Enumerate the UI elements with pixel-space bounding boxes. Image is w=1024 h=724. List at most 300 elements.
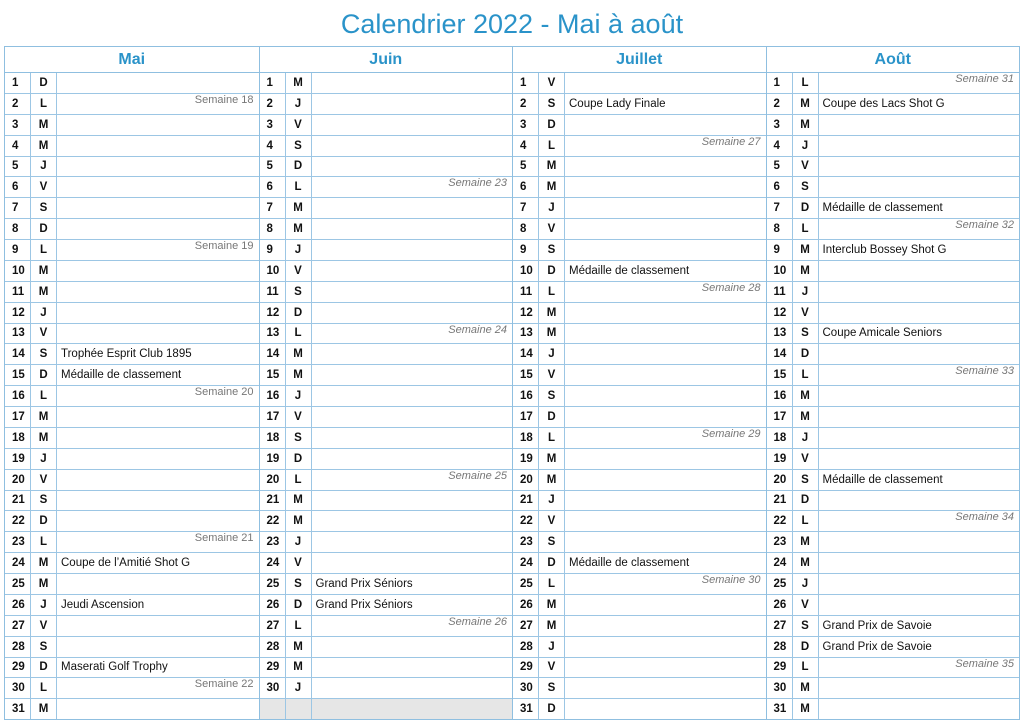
event-cell	[565, 261, 766, 281]
day-row	[513, 574, 766, 595]
event-cell	[819, 240, 1020, 260]
event-cell	[312, 94, 513, 114]
event-cell	[57, 491, 259, 511]
day-row	[260, 94, 513, 115]
event-cell	[565, 386, 766, 406]
day-number: 4	[513, 136, 539, 156]
event-cell	[819, 94, 1020, 114]
day-number: 23	[767, 532, 793, 552]
day-number: 3	[513, 115, 539, 135]
event-text: Médaille de classement	[822, 473, 943, 486]
day-row	[513, 699, 766, 719]
event-cell	[312, 240, 513, 260]
weekday-letter: M	[31, 407, 57, 427]
event-cell	[565, 511, 766, 531]
day-number: 13	[5, 324, 31, 344]
weekday-letter: D	[793, 491, 819, 511]
event-cell	[57, 616, 259, 636]
day-number: 29	[513, 658, 539, 678]
weekday-letter: S	[31, 491, 57, 511]
day-row	[260, 637, 513, 658]
event-cell	[312, 637, 513, 657]
event-cell	[565, 303, 766, 323]
day-number: 30	[513, 678, 539, 698]
day-row	[767, 324, 1020, 345]
weekday-letter: S	[793, 470, 819, 490]
event-cell	[565, 136, 766, 156]
event-cell	[819, 407, 1020, 427]
weekday-letter: D	[31, 511, 57, 531]
week-label: Semaine 24	[448, 323, 507, 336]
day-row	[767, 94, 1020, 115]
event-cell	[565, 282, 766, 302]
day-row	[513, 407, 766, 428]
day-row	[513, 470, 766, 491]
day-number: 17	[767, 407, 793, 427]
weekday-letter: S	[31, 344, 57, 364]
weekday-letter: M	[286, 344, 312, 364]
month-column	[259, 47, 513, 719]
week-label: Semaine 21	[194, 532, 254, 545]
event-cell	[312, 428, 513, 448]
day-number: 11	[260, 282, 286, 302]
month-column	[766, 47, 1020, 719]
day-row	[260, 699, 513, 719]
event-cell	[312, 678, 513, 698]
event-text: Jeudi Ascension	[61, 598, 145, 611]
day-number: 31	[513, 699, 539, 719]
day-row	[260, 428, 513, 449]
day-number: 3	[767, 115, 793, 135]
day-row	[260, 324, 513, 345]
day-row	[513, 324, 766, 345]
event-cell	[57, 553, 259, 573]
event-cell	[565, 157, 766, 177]
day-number: 12	[767, 303, 793, 323]
day-row	[260, 574, 513, 595]
day-number: 21	[260, 491, 286, 511]
day-row	[260, 511, 513, 532]
day-number: 14	[260, 344, 286, 364]
event-cell	[312, 177, 513, 197]
event-cell	[819, 115, 1020, 135]
event-cell	[819, 198, 1020, 218]
day-number: 27	[513, 616, 539, 636]
weekday-letter: M	[539, 303, 565, 323]
day-number: 19	[260, 449, 286, 469]
day-row	[513, 219, 766, 240]
day-row	[5, 303, 259, 324]
day-number: 7	[767, 198, 793, 218]
day-number: 9	[5, 240, 31, 260]
weekday-letter: M	[539, 449, 565, 469]
event-cell	[819, 532, 1020, 552]
weekday-letter: J	[539, 344, 565, 364]
event-cell	[819, 637, 1020, 657]
day-row	[767, 532, 1020, 553]
weekday-letter: M	[793, 699, 819, 719]
event-cell	[565, 324, 766, 344]
event-cell	[819, 658, 1020, 678]
day-number: 8	[767, 219, 793, 239]
weekday-letter: D	[286, 449, 312, 469]
event-cell	[57, 365, 259, 385]
day-number: 29	[5, 658, 31, 678]
day-row	[513, 94, 766, 115]
day-number: 19	[5, 449, 31, 469]
day-number: 11	[767, 282, 793, 302]
event-cell	[57, 94, 259, 114]
day-row	[767, 470, 1020, 491]
weekday-letter: J	[793, 282, 819, 302]
event-cell	[819, 324, 1020, 344]
weekday-letter: V	[31, 324, 57, 344]
event-text: Médaille de classement	[61, 369, 182, 382]
day-number: 3	[260, 115, 286, 135]
weekday-letter: D	[31, 219, 57, 239]
day-number: 9	[513, 240, 539, 260]
weekday-letter: D	[539, 407, 565, 427]
event-text: Grand Prix Séniors	[315, 577, 413, 590]
week-label: Semaine 20	[194, 386, 254, 399]
event-text: Médaille de classement	[569, 264, 690, 277]
event-cell	[57, 344, 259, 364]
event-cell	[565, 344, 766, 364]
day-row	[767, 574, 1020, 595]
day-number: 24	[260, 553, 286, 573]
weekday-letter: S	[539, 94, 565, 114]
month-header: Août	[767, 47, 1020, 73]
event-text: Coupe de l’Amitié Shot G	[61, 557, 191, 570]
weekday-letter: V	[793, 157, 819, 177]
day-row	[767, 553, 1020, 574]
weekday-letter: V	[31, 177, 57, 197]
day-number: 1	[5, 73, 31, 93]
day-list	[5, 73, 259, 719]
event-cell	[312, 407, 513, 427]
day-row	[767, 282, 1020, 303]
day-number: 31	[5, 699, 31, 719]
weekday-letter: M	[31, 115, 57, 135]
weekday-letter: D	[31, 73, 57, 93]
day-row	[5, 261, 259, 282]
weekday-letter: M	[286, 511, 312, 531]
weekday-letter: M	[793, 261, 819, 281]
day-row	[5, 428, 259, 449]
event-cell	[312, 324, 513, 344]
day-list	[767, 73, 1020, 719]
day-row	[260, 115, 513, 136]
weekday-letter: L	[286, 616, 312, 636]
day-row	[767, 407, 1020, 428]
weekday-letter: M	[31, 282, 57, 302]
day-number: 9	[767, 240, 793, 260]
day-number: 20	[767, 470, 793, 490]
weekday-letter: L	[31, 94, 57, 114]
weekday-letter: J	[31, 449, 57, 469]
event-cell	[312, 491, 513, 511]
event-cell	[312, 282, 513, 302]
weekday-letter: J	[539, 198, 565, 218]
weekday-letter: S	[286, 282, 312, 302]
day-row	[5, 386, 259, 407]
day-row	[767, 428, 1020, 449]
event-cell	[57, 407, 259, 427]
event-cell	[312, 219, 513, 239]
day-row	[260, 449, 513, 470]
day-row	[260, 595, 513, 616]
weekday-letter: M	[31, 428, 57, 448]
day-number: 12	[5, 303, 31, 323]
day-number: 5	[767, 157, 793, 177]
day-number: 20	[260, 470, 286, 490]
weekday-letter: J	[286, 532, 312, 552]
day-number: 6	[513, 177, 539, 197]
week-label: Semaine 35	[955, 657, 1014, 670]
day-number: 29	[767, 658, 793, 678]
day-number: 2	[767, 94, 793, 114]
event-cell	[819, 261, 1020, 281]
day-number: 6	[260, 177, 286, 197]
day-list	[260, 73, 513, 719]
day-row	[767, 595, 1020, 616]
weekday-letter: M	[286, 365, 312, 385]
weekday-letter: L	[793, 365, 819, 385]
weekday-letter: S	[793, 324, 819, 344]
day-row	[5, 282, 259, 303]
day-number: 25	[260, 574, 286, 594]
week-label: Semaine 33	[955, 365, 1014, 378]
day-row	[5, 94, 259, 115]
day-list	[513, 73, 766, 719]
day-row	[5, 177, 259, 198]
day-number: 7	[513, 198, 539, 218]
week-label: Semaine 23	[448, 177, 507, 190]
page-title: Calendrier 2022 - Mai à août	[340, 9, 684, 39]
day-number: 2	[5, 94, 31, 114]
weekday-letter: J	[31, 303, 57, 323]
event-text: Coupe des Lacs Shot G	[822, 97, 945, 110]
event-cell	[819, 428, 1020, 448]
weekday-letter: M	[31, 553, 57, 573]
day-row	[260, 616, 513, 637]
event-cell	[57, 511, 259, 531]
day-row	[5, 470, 259, 491]
weekday-letter: D	[286, 595, 312, 615]
weekday-letter: J	[539, 491, 565, 511]
week-label: Semaine 18	[194, 93, 254, 106]
day-number: 23	[260, 532, 286, 552]
day-number: 24	[5, 553, 31, 573]
event-cell	[819, 136, 1020, 156]
week-label: Semaine 31	[955, 73, 1014, 85]
event-cell	[57, 699, 259, 719]
month-header: Mai	[5, 47, 259, 73]
event-cell	[312, 261, 513, 281]
day-number: 21	[5, 491, 31, 511]
day-number: 13	[513, 324, 539, 344]
weekday-letter: M	[286, 198, 312, 218]
weekday-letter: S	[793, 616, 819, 636]
day-row	[260, 240, 513, 261]
event-cell	[565, 219, 766, 239]
day-row	[260, 303, 513, 324]
weekday-letter: M	[31, 574, 57, 594]
day-number: 16	[5, 386, 31, 406]
day-row	[5, 240, 259, 261]
day-row	[5, 637, 259, 658]
event-cell	[312, 303, 513, 323]
day-row	[5, 344, 259, 365]
day-row	[260, 177, 513, 198]
day-row	[767, 240, 1020, 261]
day-number: 25	[513, 574, 539, 594]
weekday-letter: L	[31, 386, 57, 406]
day-number: 26	[513, 595, 539, 615]
event-cell	[565, 94, 766, 114]
day-row	[260, 470, 513, 491]
day-row	[5, 658, 259, 679]
weekday-letter: L	[793, 658, 819, 678]
day-number: 28	[513, 637, 539, 657]
weekday-letter: L	[286, 177, 312, 197]
event-cell	[819, 491, 1020, 511]
event-cell	[57, 678, 259, 698]
event-text: Médaille de classement	[569, 557, 690, 570]
day-row	[513, 198, 766, 219]
day-row	[5, 219, 259, 240]
day-number: 27	[5, 616, 31, 636]
day-number: 18	[5, 428, 31, 448]
event-cell	[565, 407, 766, 427]
day-row	[513, 595, 766, 616]
event-cell	[57, 261, 259, 281]
day-row	[767, 616, 1020, 637]
weekday-letter: L	[793, 511, 819, 531]
day-row	[767, 386, 1020, 407]
day-row	[5, 136, 259, 157]
day-number: 17	[5, 407, 31, 427]
event-cell	[312, 699, 513, 719]
day-row	[767, 198, 1020, 219]
event-cell	[57, 532, 259, 552]
day-row	[5, 449, 259, 470]
weekday-letter: V	[539, 365, 565, 385]
event-cell	[57, 73, 259, 93]
weekday-letter: V	[286, 115, 312, 135]
weekday-letter: M	[539, 177, 565, 197]
event-cell	[819, 449, 1020, 469]
weekday-letter: S	[31, 198, 57, 218]
day-number: 22	[767, 511, 793, 531]
day-row	[767, 261, 1020, 282]
event-cell	[312, 365, 513, 385]
day-number: 27	[260, 616, 286, 636]
day-number: 4	[5, 136, 31, 156]
event-cell	[57, 115, 259, 135]
day-row	[767, 678, 1020, 699]
weekday-letter: M	[31, 261, 57, 281]
day-number: 20	[5, 470, 31, 490]
day-row	[5, 699, 259, 719]
day-number: 4	[260, 136, 286, 156]
day-row	[513, 511, 766, 532]
event-cell	[57, 157, 259, 177]
event-cell	[819, 177, 1020, 197]
event-cell	[312, 73, 513, 93]
event-cell	[565, 616, 766, 636]
event-cell	[565, 574, 766, 594]
day-row	[767, 699, 1020, 719]
day-row	[260, 491, 513, 512]
weekday-letter: V	[31, 470, 57, 490]
day-number: 18	[767, 428, 793, 448]
day-number: 14	[767, 344, 793, 364]
event-cell	[312, 470, 513, 490]
weekday-letter: D	[793, 637, 819, 657]
event-cell	[565, 658, 766, 678]
event-cell	[565, 115, 766, 135]
event-cell	[57, 240, 259, 260]
weekday-letter: M	[793, 532, 819, 552]
weekday-letter: J	[539, 637, 565, 657]
week-label: Semaine 25	[448, 469, 507, 482]
day-row	[513, 177, 766, 198]
day-number: 29	[260, 658, 286, 678]
day-number: 25	[5, 574, 31, 594]
day-row	[767, 491, 1020, 512]
day-number: 1	[513, 73, 539, 93]
weekday-letter: L	[539, 428, 565, 448]
day-row	[5, 616, 259, 637]
week-label: Semaine 29	[701, 427, 761, 440]
weekday-letter: M	[286, 73, 312, 93]
day-number: 26	[5, 595, 31, 615]
weekday-letter: M	[286, 637, 312, 657]
day-number: 25	[767, 574, 793, 594]
day-row	[260, 365, 513, 386]
day-number: 23	[5, 532, 31, 552]
day-row	[260, 386, 513, 407]
event-cell	[312, 136, 513, 156]
day-row	[5, 532, 259, 553]
day-number: 11	[513, 282, 539, 302]
day-number: 9	[260, 240, 286, 260]
event-cell	[312, 157, 513, 177]
day-row	[5, 491, 259, 512]
event-cell	[57, 574, 259, 594]
event-cell	[819, 303, 1020, 323]
event-cell	[312, 658, 513, 678]
weekday-letter: M	[31, 699, 57, 719]
event-text: Coupe Lady Finale	[569, 97, 666, 110]
event-cell	[312, 511, 513, 531]
day-row	[767, 157, 1020, 178]
weekday-letter: M	[539, 470, 565, 490]
day-number: 3	[5, 115, 31, 135]
day-number: 10	[5, 261, 31, 281]
day-number: 30	[767, 678, 793, 698]
day-row	[513, 303, 766, 324]
day-number: 16	[513, 386, 539, 406]
day-row	[5, 574, 259, 595]
day-row	[767, 115, 1020, 136]
day-row	[513, 616, 766, 637]
event-text: Interclub Bossey Shot G	[822, 243, 947, 256]
day-row	[767, 449, 1020, 470]
weekday-letter: S	[539, 386, 565, 406]
day-number: 13	[767, 324, 793, 344]
